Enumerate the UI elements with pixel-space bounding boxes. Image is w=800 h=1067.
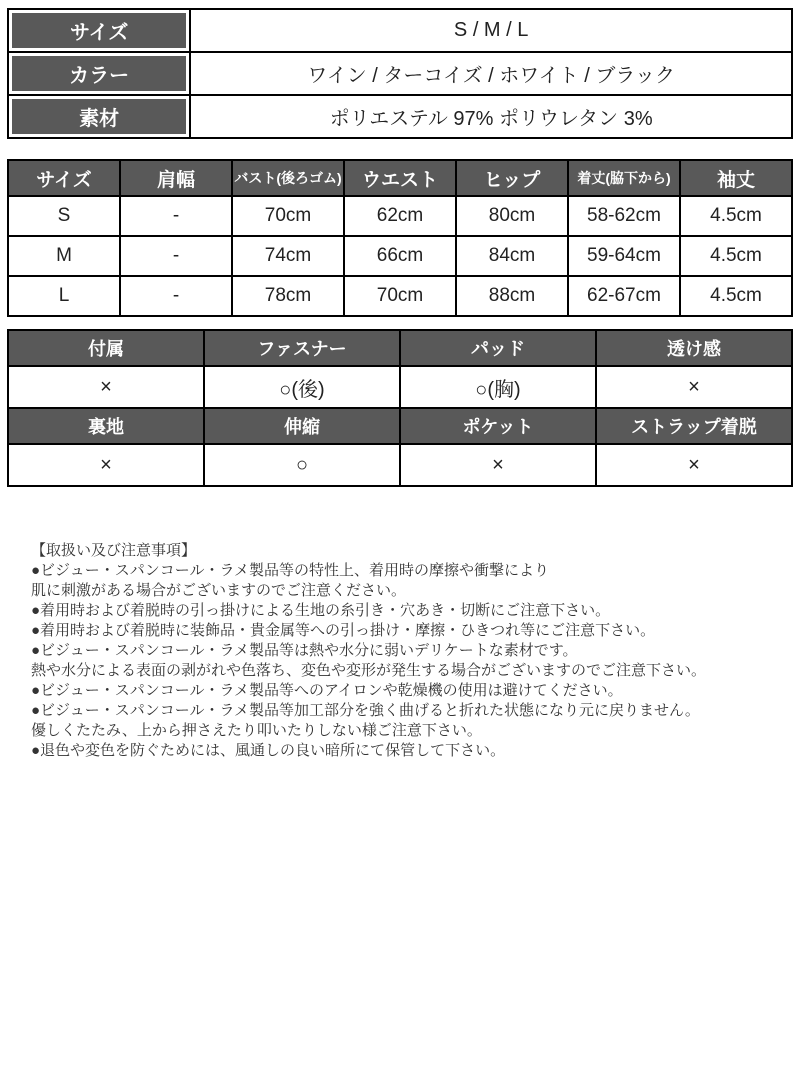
- notes-line: ●着用時および着脱時の引っ掛けによる生地の糸引き・穴あき・切断にご注意下さい。: [31, 602, 611, 619]
- size-header-waist: ウエスト: [344, 160, 456, 196]
- size-cell: 62cm: [344, 196, 456, 236]
- table-row: [8, 444, 792, 486]
- feature-value-strap: ×: [596, 444, 792, 486]
- size-cell: 84cm: [456, 236, 568, 276]
- spec-label-size: サイズ: [8, 9, 190, 52]
- table-row: [8, 52, 792, 95]
- table-header-row: [8, 160, 792, 196]
- feature-table: [7, 329, 793, 487]
- spec-value-material: ポリエステル 97% ポリウレタン 3%: [190, 95, 792, 138]
- notes-title: 【取扱い及び注意事項】: [31, 542, 197, 559]
- table-row: [8, 95, 792, 138]
- spec-label-color: カラー: [8, 52, 190, 95]
- size-cell: -: [120, 196, 232, 236]
- notes-line: 肌に刺激がある場合がございますのでご注意ください。: [31, 582, 407, 599]
- care-notes: [7, 541, 793, 761]
- size-cell: 74cm: [232, 236, 344, 276]
- size-cell: S: [8, 196, 120, 236]
- feature-header-stretch: 伸縮: [204, 408, 400, 444]
- size-cell: 62-67cm: [568, 276, 680, 316]
- size-cell: 66cm: [344, 236, 456, 276]
- size-header-shoulder: 肩幅: [120, 160, 232, 196]
- feature-header-sheerness: 透け感: [596, 330, 792, 366]
- feature-header-lining: 裏地: [8, 408, 204, 444]
- notes-line: ●ビジュー・スパンコール・ラメ製品等は熱や水分に弱いデリケートな素材です。: [31, 642, 578, 659]
- feature-header-fastener: ファスナー: [204, 330, 400, 366]
- size-header-hip: ヒップ: [456, 160, 568, 196]
- spec-value-color: ワイン / ターコイズ / ホワイト / ブラック: [190, 52, 792, 95]
- notes-line: ●退色や変色を防ぐためには、風通しの良い暗所にて保管して下さい。: [31, 742, 506, 759]
- size-cell: 70cm: [344, 276, 456, 316]
- table-row: [8, 196, 792, 236]
- spec-value-size: S / M / L: [190, 9, 792, 52]
- size-cell: M: [8, 236, 120, 276]
- size-cell: 58-62cm: [568, 196, 680, 236]
- table-row: [8, 276, 792, 316]
- table-row: [8, 9, 792, 52]
- size-cell: 70cm: [232, 196, 344, 236]
- feature-value-lining: ×: [8, 444, 204, 486]
- feature-value-fastener: ○(後): [204, 366, 400, 408]
- notes-line: ●ビジュー・スパンコール・ラメ製品等へのアイロンや乾燥機の使用は避けてください。: [31, 682, 623, 699]
- size-header-sleeve: 袖丈: [680, 160, 792, 196]
- size-header-bust: バスト(後ろゴム): [232, 160, 344, 196]
- size-cell: 59-64cm: [568, 236, 680, 276]
- size-header-size: サイズ: [8, 160, 120, 196]
- notes-line: 優しくたたみ、上から押さえたり叩いたりしない様ご注意下さい。: [31, 722, 482, 739]
- feature-value-pad: ○(胸): [400, 366, 596, 408]
- size-cell: -: [120, 276, 232, 316]
- notes-line: ●ビジュー・スパンコール・ラメ製品等加工部分を強く曲げると折れた状態になり元に戻りません。: [31, 702, 700, 719]
- feature-header-pocket: ポケット: [400, 408, 596, 444]
- size-measurement-table: [7, 159, 793, 317]
- feature-value-stretch: ○: [204, 444, 400, 486]
- size-cell: L: [8, 276, 120, 316]
- size-cell: 4.5cm: [680, 236, 792, 276]
- table-header-row: [8, 408, 792, 444]
- feature-header-accessory: 付属: [8, 330, 204, 366]
- spec-label-material: 素材: [8, 95, 190, 138]
- size-cell: 78cm: [232, 276, 344, 316]
- feature-header-strap: ストラップ着脱: [596, 408, 792, 444]
- feature-header-pad: パッド: [400, 330, 596, 366]
- size-cell: 88cm: [456, 276, 568, 316]
- table-header-row: [8, 330, 792, 366]
- size-cell: -: [120, 236, 232, 276]
- feature-value-pocket: ×: [400, 444, 596, 486]
- product-spec-table: [7, 8, 793, 139]
- feature-value-accessory: ×: [8, 366, 204, 408]
- size-header-length: 着丈(脇下から): [568, 160, 680, 196]
- feature-value-sheerness: ×: [596, 366, 792, 408]
- notes-line: 熱や水分による表面の剥がれや色落ち、変色や変形が発生する場合がございますのでご注意下さい。: [31, 662, 707, 679]
- table-row: [8, 366, 792, 408]
- size-cell: 4.5cm: [680, 196, 792, 236]
- size-cell: 4.5cm: [680, 276, 792, 316]
- table-row: [8, 236, 792, 276]
- size-cell: 80cm: [456, 196, 568, 236]
- notes-line: ●着用時および着脱時に装飾品・貴金属等への引っ掛け・摩擦・ひきつれ等にご注意下さい。: [31, 622, 656, 639]
- notes-line: ●ビジュー・スパンコール・ラメ製品等の特性上、着用時の摩擦や衝撃により: [31, 562, 550, 579]
